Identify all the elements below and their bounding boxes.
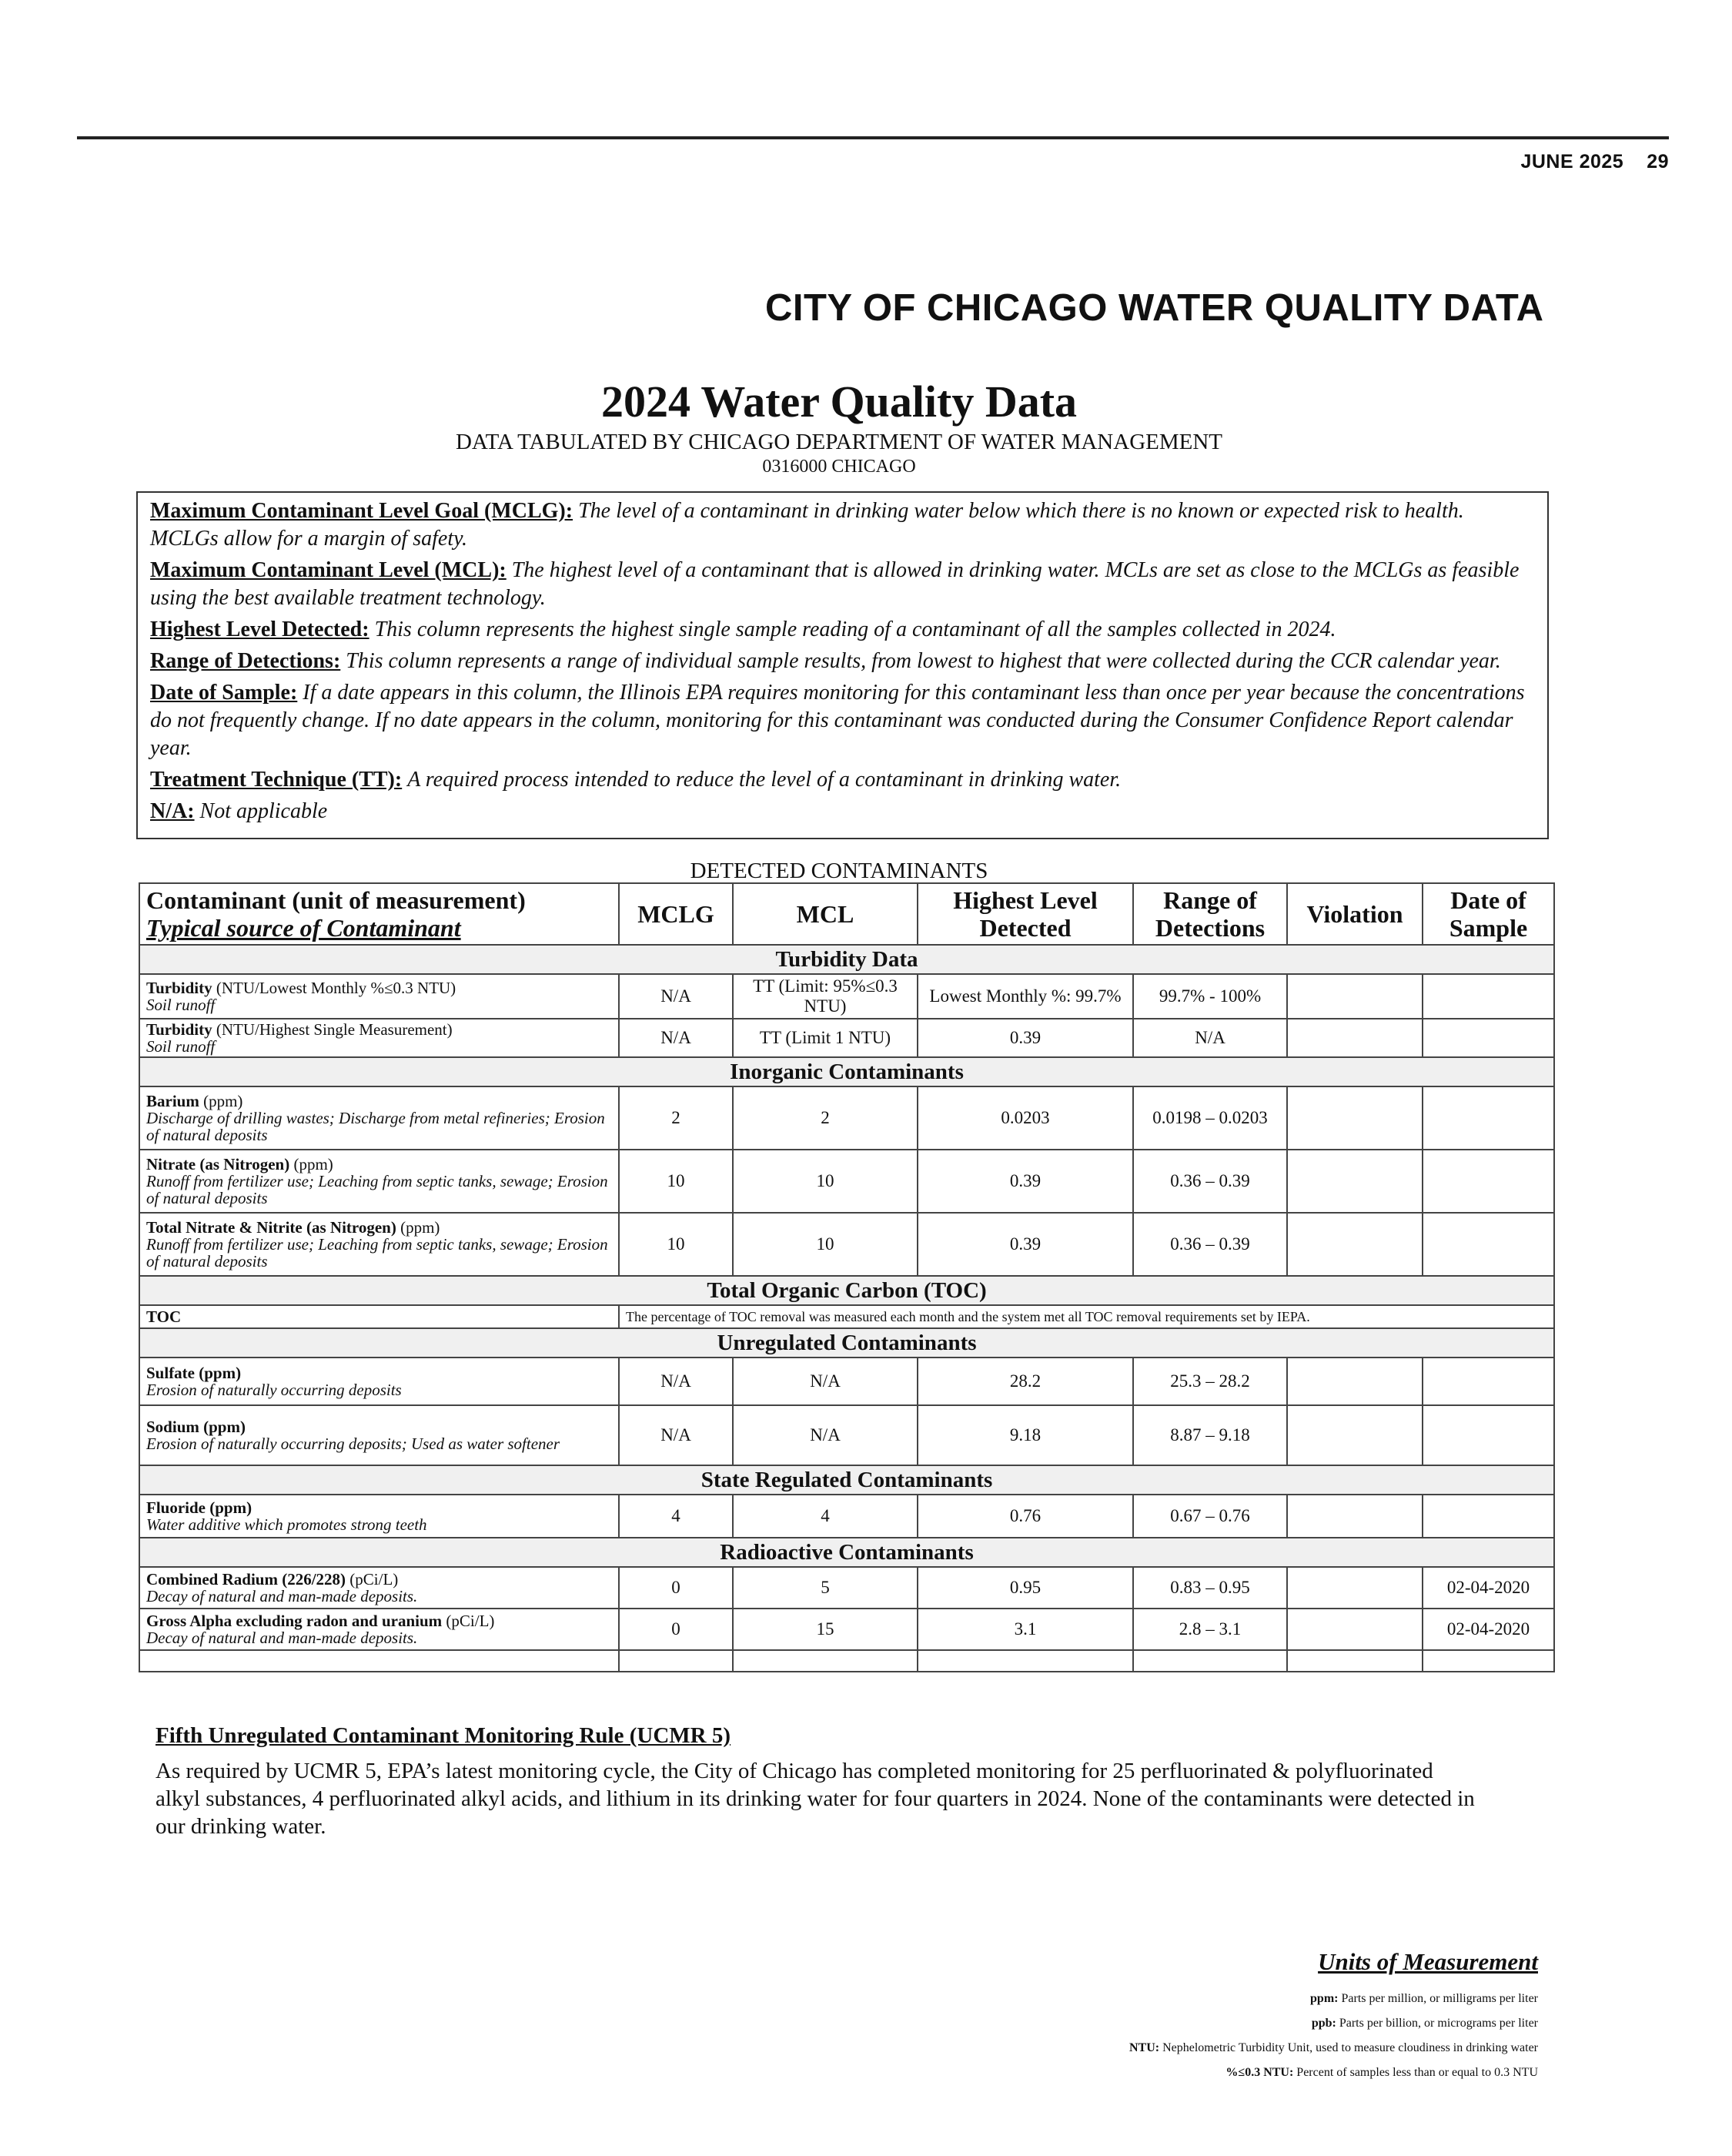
section-turbidity: Turbidity Data: [139, 945, 1554, 974]
ucmr-title: Fifth Unregulated Contaminant Monitoring Rule (UCMR 5): [155, 1723, 731, 1748]
definition-highest-level: Highest Level Detected: This column represents the highest single sample reading of a contaminant of all the samples collected in 2024.: [150, 618, 1336, 641]
unit-ppb: ppb: Parts per billion, or micrograms per liter: [1311, 2017, 1538, 2030]
table-row: Turbidity (NTU/Lowest Monthly %≤0.3 NTU) Soil runoff N/A TT (Limit: 95%≤0.3 NTU) Lowest Monthly %: 99.7% 99.7% - 100%: [139, 974, 1554, 1019]
section-row: [139, 1465, 1554, 1495]
definitions-box: [136, 491, 1549, 839]
definition-na: N/A: Not applicable: [150, 799, 328, 823]
section-row: [139, 1276, 1554, 1305]
page-header: [1520, 151, 1669, 173]
units-of-measurement: [845, 1948, 1538, 2085]
document-title: 2024 Water Quality Data: [600, 377, 1078, 427]
contaminants-table: [139, 882, 1555, 1672]
unit-percent-ntu: %≤0.3 NTU: Percent of samples less than or equal to 0.3 NTU: [1225, 2066, 1538, 2079]
header-highest-level: Highest Level Detected: [918, 883, 1133, 945]
table-row: Barium (ppm) Discharge of drilling wastes; Discharge from metal refineries; Erosion of natural deposits 2 2 0.0203 0.0198 – 0.0203: [139, 1086, 1554, 1150]
header-contaminant: Contaminant (unit of measurement) Typical source of Contaminant: [139, 883, 619, 945]
header-mclg: MCLG: [619, 883, 733, 945]
section-inorganic: Inorganic Contaminants: [139, 1057, 1554, 1086]
table-row: [139, 1650, 1554, 1672]
table-header-row: [139, 883, 1554, 945]
ucmr-body: As required by UCMR 5, EPA’s latest monitoring cycle, the City of Chicago has completed monitoring for 25 perfluorinated & polyfluorinated alkyl substances, 4 perfluorinated alkyl acids, and lithium in its drinking water for four quarters in 2024. None of the contaminants were detected in our drinking water.: [155, 1759, 1475, 1839]
section-row: [139, 945, 1554, 974]
definition-range: Range of Detections: This column represents a range of individual sample results, from lowest to highest that were collected during the CCR calendar year.: [150, 649, 1501, 673]
table-row: Gross Alpha excluding radon and uranium (pCi/L) Decay of natural and man-made deposits. 0 15 3.1 2.8 – 3.1 02-04-2020: [139, 1609, 1554, 1650]
definition-date-of-sample: Date of Sample: If a date appears in this column, the Illinois EPA requires monitoring for this contaminant less than once per year because the concentrations do not frequently change. If no date appears in the column, monitoring for this contaminant was conducted during the Consumer Confidence Report calendar year.: [150, 681, 1525, 760]
table-row: Total Nitrate & Nitrite (as Nitrogen) (ppm) Runoff from fertilizer use; Leaching from septic tanks, sewage; Erosion of natural deposits 10 10 0.39 0.36 – 0.39: [139, 1213, 1554, 1276]
header-rule: [77, 136, 1669, 139]
units-title: Units of Measurement: [1318, 1948, 1538, 1975]
section-title: CITY OF CHICAGO WATER QUALITY DATA: [765, 287, 1544, 329]
section-radioactive: Radioactive Contaminants: [139, 1538, 1554, 1567]
definition-mcl: Maximum Contaminant Level (MCL): The highest level of a contaminant that is allowed in drinking water. MCLs are set as close to the MCLGs as feasible using the best available treatment technology.: [150, 558, 1520, 610]
section-state-regulated: State Regulated Contaminants: [139, 1465, 1554, 1495]
header-violation: Violation: [1287, 883, 1423, 945]
header-range: Range of Detections: [1133, 883, 1287, 945]
table-row: Sodium (ppm) Erosion of naturally occurring deposits; Used as water softener N/A N/A 9.18 8.87 – 9.18: [139, 1405, 1554, 1465]
section-row: [139, 1057, 1554, 1086]
section-row: [139, 1328, 1554, 1358]
header-source: Typical source of Contaminant: [146, 914, 461, 942]
table-row: Sulfate (ppm) Erosion of naturally occurring deposits N/A N/A 28.2 25.3 – 28.2: [139, 1358, 1554, 1405]
section-row: [139, 1538, 1554, 1567]
section-unregulated: Unregulated Contaminants: [139, 1328, 1554, 1358]
section-toc: Total Organic Carbon (TOC): [139, 1276, 1554, 1305]
definition-treatment-technique: Treatment Technique (TT): A required process intended to reduce the level of a contaminant in drinking water.: [150, 768, 1122, 792]
table-row: TOC The percentage of TOC removal was measured each month and the system met all TOC removal requirements set by IEPA.: [139, 1305, 1554, 1328]
unit-ppm: ppm: Parts per million, or milligrams per liter: [1310, 1992, 1538, 2005]
header-mcl: MCL: [733, 883, 918, 945]
table-row: Fluoride (ppm) Water additive which promotes strong teeth 4 4 0.76 0.67 – 0.76: [139, 1495, 1554, 1538]
page-number: 29: [1647, 151, 1669, 172]
header-date: Date of Sample: [1423, 883, 1554, 945]
unit-ntu: NTU: Nephelometric Turbidity Unit, used to measure cloudiness in drinking water: [1128, 2041, 1538, 2054]
table-row: Nitrate (as Nitrogen) (ppm) Runoff from fertilizer use; Leaching from septic tanks, sewage; Erosion of natural deposits 10 10 0.39 0.36 – 0.39: [139, 1150, 1554, 1213]
document-subtitle: DATA TABULATED BY CHICAGO DEPARTMENT OF WATER MANAGEMENT: [455, 430, 1223, 454]
table-row: Combined Radium (226/228) (pCi/L) Decay of natural and man-made deposits. 0 5 0.95 0.83 – 0.95 02-04-2020: [139, 1567, 1554, 1609]
issue-date: JUNE 2025: [1520, 151, 1624, 172]
definition-mclg: Maximum Contaminant Level Goal (MCLG): The level of a contaminant in drinking water below which there is no known or expected risk to health. MCLGs allow for a margin of safety.: [150, 499, 1464, 551]
system-id: 0316000 CHICAGO: [762, 457, 916, 477]
table-caption: DETECTED CONTAMINANTS: [690, 859, 988, 883]
table-row: Turbidity (NTU/Highest Single Measurement) Soil runoff N/A TT (Limit 1 NTU) 0.39 N/A: [139, 1019, 1554, 1057]
